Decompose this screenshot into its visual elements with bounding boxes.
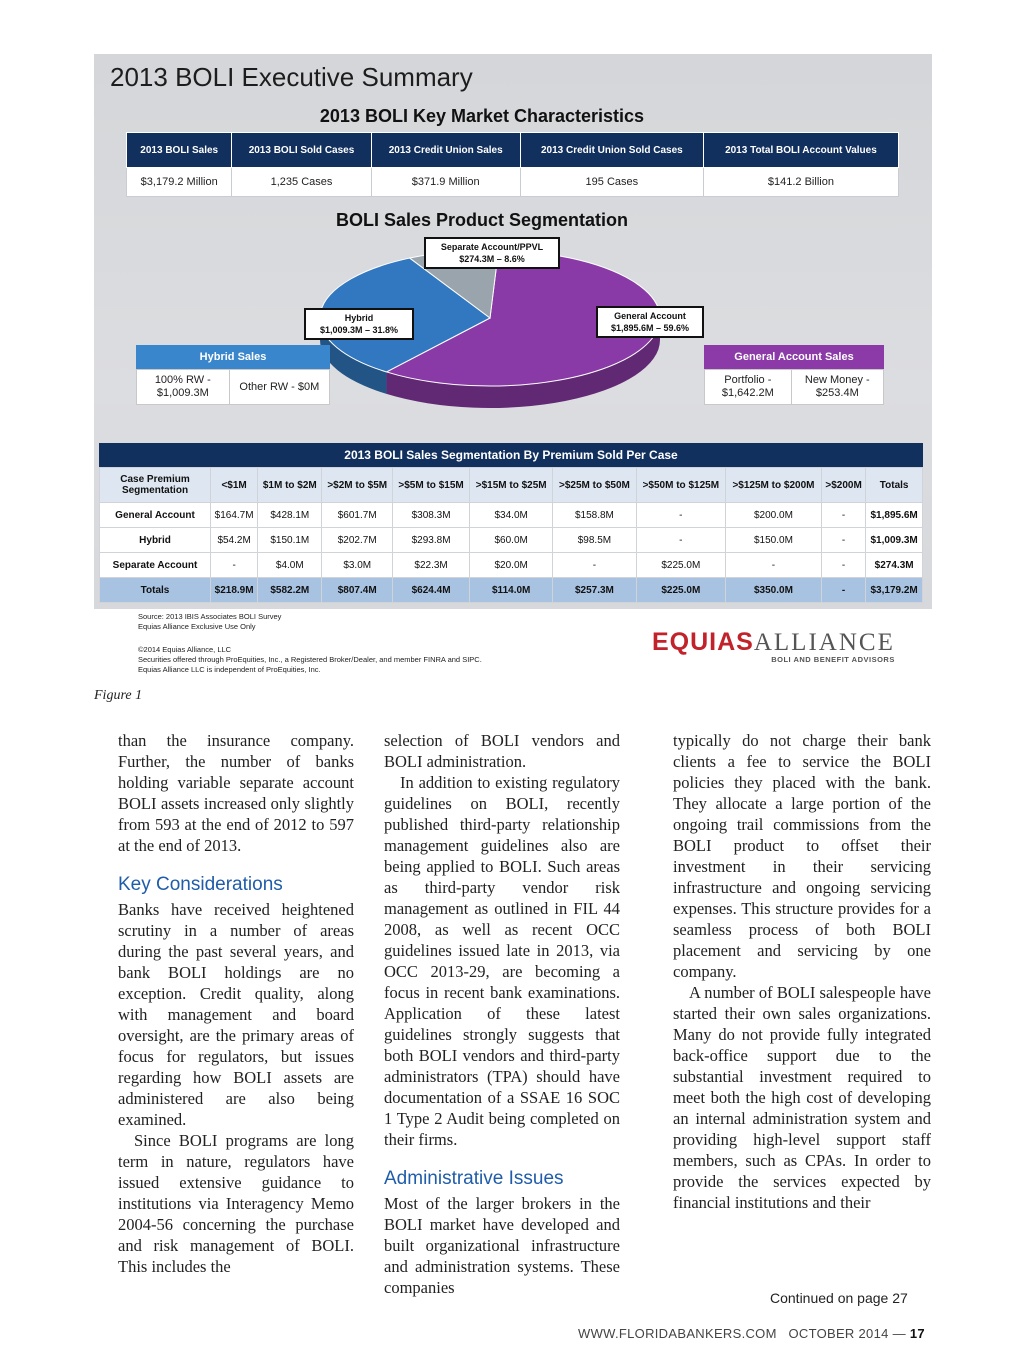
logo-light: ALLIANCE (753, 629, 895, 656)
premium-header: Case Premium Segmentation (100, 468, 211, 503)
table-row (100, 553, 923, 578)
logo-tagline: BOLI AND BENEFIT ADVISORS (771, 655, 895, 664)
general-account-sales-table (704, 345, 884, 405)
cell: - (211, 553, 258, 578)
source-line: ©2014 Equias Alliance, LLC (138, 645, 232, 654)
kmc-header: 2013 Credit Union Sold Cases (520, 133, 703, 168)
column-1 (118, 730, 354, 1277)
kmc-value: $3,179.2 Million (127, 168, 232, 197)
kmc-value: $141.2 Billion (703, 168, 898, 197)
premium-header: $1M to $2M (258, 468, 322, 503)
kmc-value: 1,235 Cases (232, 168, 371, 197)
row-total: $274.3M (866, 553, 923, 578)
row-total: $1,009.3M (866, 528, 923, 553)
page-footer (578, 1326, 925, 1341)
premium-header: >$200M (821, 468, 865, 503)
column-2 (384, 730, 620, 1298)
hybrid-sales-title: Hybrid Sales (136, 345, 330, 369)
paragraph: Most of the larger brokers in the BOLI market have developed and built organizational infrastructure and administration systems. These companies (384, 1194, 620, 1297)
footer-issue: OCTOBER 2014 (788, 1326, 889, 1341)
paragraph: In addition to existing regulatory guidelines on BOLI, recently published third-party relationship management guidelines also are being applied to BOLI. Such areas as third-party vendor risk management as outlined in FIL 44 2008, as well as recent OCC guidelines issued late in 2013, via OCC 2013-29, are becoming a focus in recent bank examinations. Application of these latest guidelines strongly suggests that both BOLI vendors and third-party administrators (TPA) should have documentation of a SSAE 16 SOC 1 Type 2 Audit being completed on their firms. (384, 773, 620, 1149)
callout-label: Separate Account/PPVL (440, 242, 544, 252)
key-market-table (126, 132, 899, 197)
paragraph: selection of BOLI vendors and BOLI administration. (384, 731, 620, 771)
premium-header: >$25M to $50M (553, 468, 636, 503)
general-sales-title: General Account Sales (704, 345, 884, 369)
cell: $98.5M (553, 528, 636, 553)
paragraph: Banks have received heightened scrutiny in a number of areas during the past several years, and bank BOLI holdings are no exception. Credit quality, along with management and board oversight, are the primary areas of focus for regulators, but issues regarding how BOLI assets are administered are also being examined. (118, 900, 354, 1129)
callout-hybrid (304, 308, 414, 340)
cell: $3.0M (322, 553, 393, 578)
total-cell: $350.0M (726, 578, 822, 603)
continued-note: Continued on page 27 (770, 1290, 908, 1306)
total-cell: $257.3M (553, 578, 636, 603)
cell: $308.3M (393, 503, 470, 528)
hybrid-sales-table (136, 345, 330, 405)
total-cell: $624.4M (393, 578, 470, 603)
callout-label: General Account (614, 311, 686, 321)
paragraph: A number of BOLI salespeople have started their own sales organizations. Many do not provide fully integrated back-office support due to the substantial investment required to meet both the high cost of developing an internal administration system and providing high-level support staff members, such as CPAs. In order to provide the services expected by financial institutions and their (673, 983, 931, 1212)
source-line: Securities offered through ProEquities, Inc., a Registered Broker/Dealer, and member FINRA and SIPC. (138, 655, 482, 664)
premium-title: 2013 BOLI Sales Segmentation By Premium Sold Per Case (99, 443, 923, 467)
kmc-title: 2013 BOLI Key Market Characteristics (319, 106, 645, 126)
total-cell: - (821, 578, 865, 603)
source-line: Equias Alliance LLC is independent of ProEquities, Inc. (138, 665, 321, 674)
premium-header: >$50M to $125M (636, 468, 726, 503)
totals-label: Totals (100, 578, 211, 603)
kmc-value: $371.9 Million (371, 168, 520, 197)
total-cell: $225.0M (636, 578, 726, 603)
kmc-header: 2013 Total BOLI Account Values (703, 133, 898, 168)
page-number: 17 (909, 1326, 925, 1341)
row-label: Hybrid (100, 528, 211, 553)
figure-caption: Figure 1 (94, 688, 143, 703)
cell: - (636, 528, 726, 553)
figure-executive-summary (94, 54, 932, 609)
row-total: $1,895.6M (866, 503, 923, 528)
cell: $54.2M (211, 528, 258, 553)
cell: - (821, 553, 865, 578)
cell: $158.8M (553, 503, 636, 528)
totals-row (100, 578, 923, 603)
cell: - (553, 553, 636, 578)
cell: $428.1M (258, 503, 322, 528)
cell: $4.0M (258, 553, 322, 578)
cell: $22.3M (393, 553, 470, 578)
kmc-header: 2013 Credit Union Sales (371, 133, 520, 168)
table-row (100, 528, 923, 553)
total-cell: $218.9M (211, 578, 258, 603)
premium-header: >$15M to $25M (470, 468, 553, 503)
callout-label: Hybrid (344, 313, 374, 323)
cell: $60.0M (470, 528, 553, 553)
logo-bold: EQUIAS (652, 628, 754, 656)
heading-key-considerations: Key Considerations (118, 874, 283, 895)
cell: - (726, 553, 822, 578)
callout-separate-account (424, 237, 560, 269)
cell: $200.0M (726, 503, 822, 528)
premium-header: <$1M (211, 468, 258, 503)
total-cell: $114.0M (470, 578, 553, 603)
kmc-header: 2013 BOLI Sales (127, 133, 232, 168)
segmentation-title: BOLI Sales Product Segmentation (335, 210, 629, 230)
kmc-value: 195 Cases (520, 168, 703, 197)
general-cell: Portfolio - $1,642.2M (705, 370, 792, 404)
cell: $34.0M (470, 503, 553, 528)
callout-value: $1,895.6M – 59.6% (610, 323, 690, 333)
source-line: Equias Alliance Exclusive Use Only (138, 622, 256, 631)
column-3 (673, 730, 931, 1213)
cell: - (821, 528, 865, 553)
hybrid-cell: Other RW - $0M (239, 380, 320, 393)
paragraph: typically do not charge their bank clients a fee to service the BOLI policies they placed with the bank. They allocate a large portion of the ongoing trail commissions from the BOLI product to offset their investment in their servicing infrastructure and ongoing servicing expenses. This structure provides for a seamless process of both BOLI placement and servicing by one company. (673, 731, 931, 981)
table-row (100, 503, 923, 528)
row-label: Separate Account (100, 553, 211, 578)
cell: $225.0M (636, 553, 726, 578)
grand-total: $3,179.2M (866, 578, 923, 603)
total-cell: $807.4M (322, 578, 393, 603)
callout-value: $1,009.3M – 31.8% (319, 325, 399, 335)
cell: $164.7M (211, 503, 258, 528)
general-cell: New Money - $253.4M (804, 374, 870, 399)
cell: $293.8M (393, 528, 470, 553)
footer-dash: — (892, 1326, 906, 1341)
cell: - (821, 503, 865, 528)
premium-header: >$2M to $5M (322, 468, 393, 503)
callout-general-account (596, 306, 704, 338)
callout-value: $274.3M – 8.6% (459, 254, 525, 264)
heading-administrative-issues: Administrative Issues (384, 1168, 564, 1189)
equias-alliance-logo (652, 628, 895, 664)
premium-header: >$5M to $15M (393, 468, 470, 503)
cell: $20.0M (470, 553, 553, 578)
cell: $150.0M (726, 528, 822, 553)
source-note (138, 612, 281, 632)
cell: - (636, 503, 726, 528)
hybrid-cell: 100% RW - $1,009.3M (137, 370, 230, 404)
footer-site: WWW.FLORIDABANKERS.COM (578, 1326, 777, 1341)
copyright-note (138, 645, 482, 675)
premium-header: Totals (866, 468, 923, 503)
cell: $601.7M (322, 503, 393, 528)
paragraph: Since BOLI programs are long term in nature, regulators have issued extensive guidance to institutions via Interagency Memo 2004-56 concerning the purchase and risk management of BOLI. This includes the (118, 1131, 354, 1276)
paragraph: than the insurance company. Further, the number of banks holding variable separate account BOLI assets increased only slightly from 593 at the end of 2012 to 597 at the end of 2013. (118, 731, 354, 855)
total-cell: $582.2M (258, 578, 322, 603)
figure-title: 2013 BOLI Executive Summary (110, 62, 473, 92)
cell: $150.1M (258, 528, 322, 553)
kmc-header: 2013 BOLI Sold Cases (232, 133, 371, 168)
row-label: General Account (100, 503, 211, 528)
premium-segmentation-table (99, 443, 923, 603)
cell: $202.7M (322, 528, 393, 553)
source-line: Source: 2013 IBIS Associates BOLI Survey (138, 612, 282, 621)
premium-header: >$125M to $200M (726, 468, 822, 503)
